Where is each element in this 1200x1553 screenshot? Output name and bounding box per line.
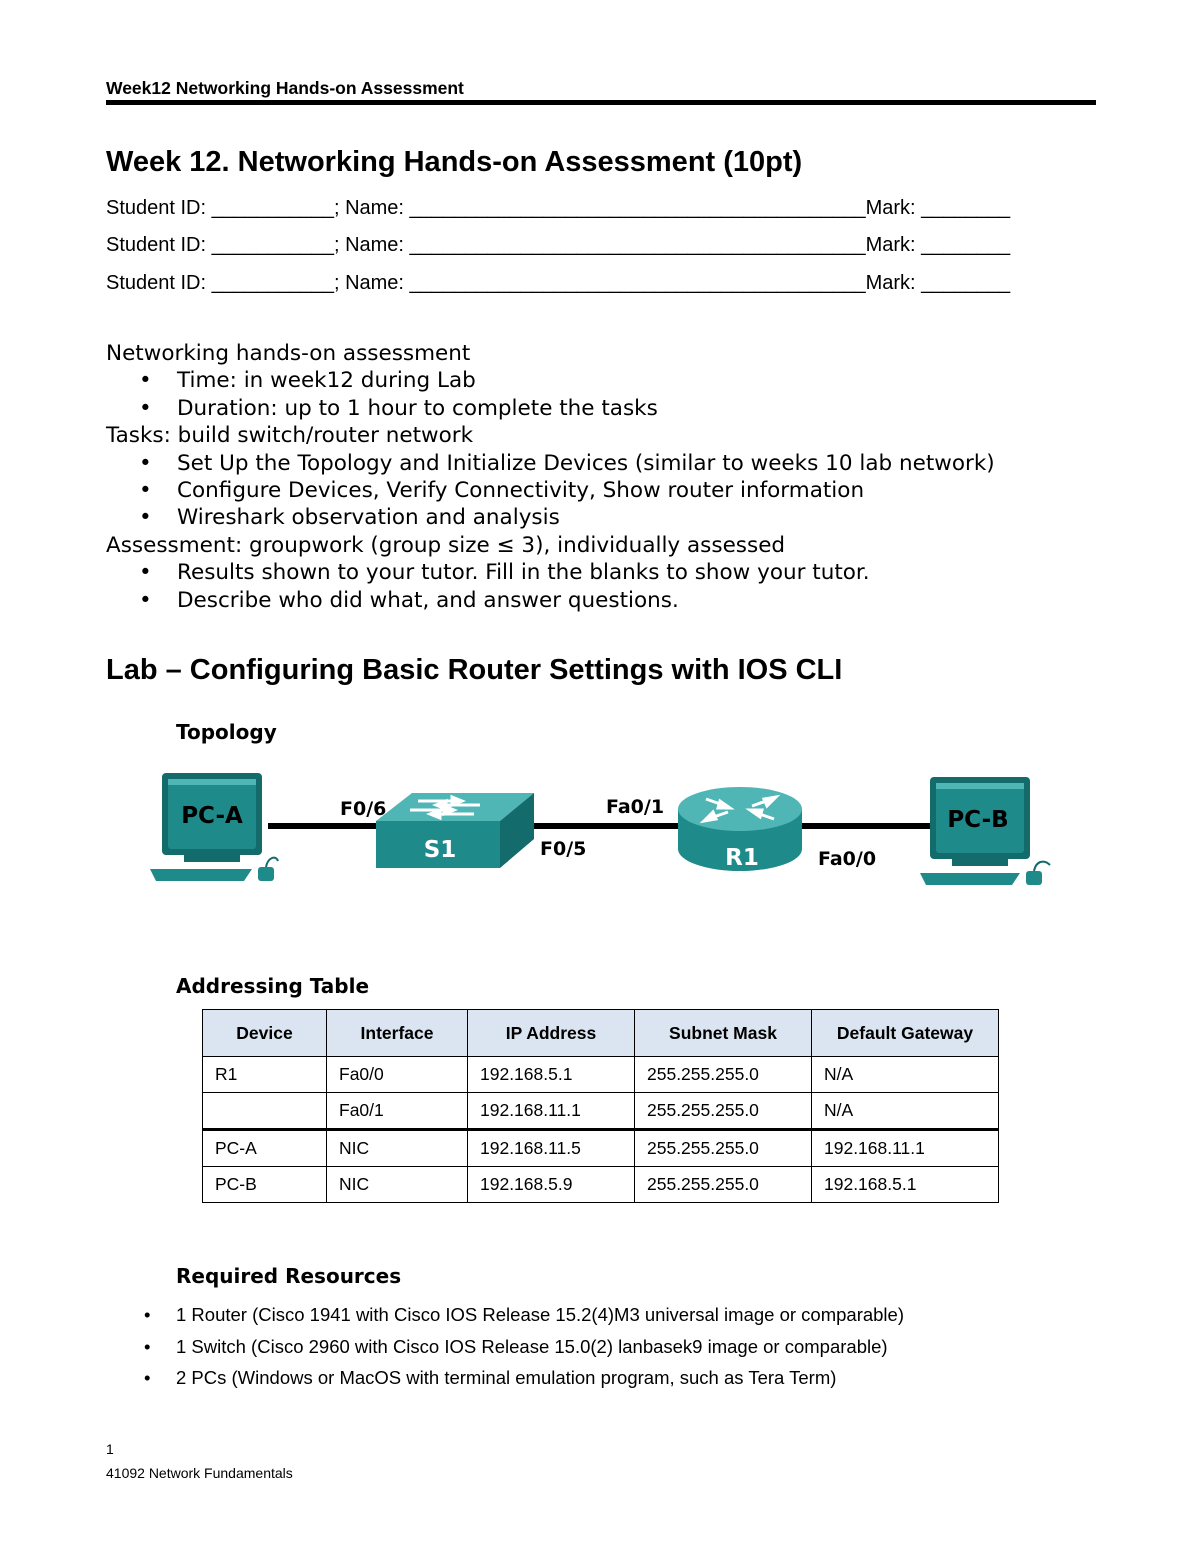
intro-bullet: • Wireshark observation and analysis — [106, 504, 995, 531]
intro-section — [106, 340, 995, 614]
table-cell: N/A — [812, 1057, 999, 1093]
topology-diagram — [140, 765, 1060, 890]
table-cell: N/A — [812, 1093, 999, 1130]
table-cell — [203, 1093, 327, 1130]
table-cell: R1 — [203, 1057, 327, 1093]
lab-title: Lab – Configuring Basic Router Settings with IOS CLI — [106, 654, 843, 686]
port-label-fa0-0: Fa0/0 — [818, 848, 877, 870]
table-row — [203, 1057, 999, 1093]
student-row-1[interactable]: Student ID: ___________; Name: _________________________________________Mark: ________ — [106, 197, 1011, 219]
column-header: Subnet Mask — [635, 1010, 812, 1057]
table-cell: NIC — [327, 1130, 468, 1167]
list-item: • 1 Router (Cisco 1941 with Cisco IOS Release 15.2(4)M3 universal image or comparable) — [144, 1299, 904, 1331]
table-cell: 192.168.11.1 — [468, 1093, 635, 1130]
topology-heading: Topology — [176, 720, 277, 744]
table-header-row — [203, 1010, 999, 1057]
table-cell: NIC — [327, 1167, 468, 1203]
router-r1-icon[interactable] — [678, 787, 802, 871]
intro-bullet: • Results shown to your tutor. Fill in the blanks to show your tutor. — [106, 559, 995, 586]
table-cell: 192.168.5.9 — [468, 1167, 635, 1203]
column-header: Default Gateway — [812, 1010, 999, 1057]
table-cell: 255.255.255.0 — [635, 1093, 812, 1130]
student-row-2[interactable]: Student ID: ___________; Name: _________________________________________Mark: ________ — [106, 234, 1011, 256]
table-cell: 255.255.255.0 — [635, 1130, 812, 1167]
table-row — [203, 1167, 999, 1203]
resources-heading: Required Resources — [176, 1264, 402, 1288]
table-cell: 255.255.255.0 — [635, 1057, 812, 1093]
intro-bullet: • Configure Devices, Verify Connectivity, Show router information — [106, 477, 995, 504]
port-label-f0-6: F0/6 — [340, 798, 387, 820]
table-cell: 192.168.5.1 — [468, 1057, 635, 1093]
table-row — [203, 1093, 999, 1130]
intro-bullet: • Set Up the Topology and Initialize Devices (similar to weeks 10 lab network) — [106, 450, 995, 477]
intro-bullet: • Describe who did what, and answer questions. — [106, 587, 995, 614]
header-divider — [106, 100, 1096, 105]
pc-a-icon[interactable] — [150, 773, 278, 881]
list-item: • 1 Switch (Cisco 2960 with Cisco IOS Release 15.0(2) lanbasek9 image or comparable) — [144, 1331, 904, 1363]
table-cell: 192.168.5.1 — [812, 1167, 999, 1203]
table-cell: 255.255.255.0 — [635, 1167, 812, 1203]
document-title: Week 12. Networking Hands-on Assessment (10pt) — [106, 146, 803, 178]
intro-heading-group: Assessment: groupwork (group size ≤ 3), individually assessed — [106, 532, 786, 558]
pc-b-icon[interactable] — [920, 777, 1050, 885]
list-item: • 2 PCs (Windows or MacOS with terminal emulation program, such as Tera Term) — [144, 1362, 904, 1394]
student-row-3[interactable]: Student ID: ___________; Name: _________________________________________Mark: ________ — [106, 272, 1011, 294]
port-label-f0-5: F0/5 — [540, 838, 587, 860]
table-cell: Fa0/1 — [327, 1093, 468, 1130]
intro-bullet: • Duration: up to 1 hour to complete the tasks — [106, 395, 995, 422]
table-cell: 192.168.11.1 — [812, 1130, 999, 1167]
footer-course: 41092 Network Fundamentals — [106, 1465, 293, 1481]
port-label-fa0-1: Fa0/1 — [606, 796, 665, 818]
column-header: Interface — [327, 1010, 468, 1057]
addressing-table — [202, 1009, 999, 1203]
intro-bullet: • Time: in week12 during Lab — [106, 367, 995, 394]
addressing-heading: Addressing Table — [176, 974, 370, 998]
column-header: Device — [203, 1010, 327, 1057]
table-row — [203, 1130, 999, 1167]
switch-s1-icon[interactable] — [376, 793, 534, 868]
page-number: 1 — [106, 1441, 114, 1457]
pc-a-label: PC-A — [181, 803, 243, 829]
table-cell: 192.168.11.5 — [468, 1130, 635, 1167]
switch-s1-label: S1 — [423, 837, 457, 863]
resources-list — [144, 1299, 904, 1394]
table-cell: PC-A — [203, 1130, 327, 1167]
intro-heading-tasks: Tasks: build switch/router network — [106, 423, 474, 449]
running-header: Week12 Networking Hands-on Assessment — [106, 78, 464, 98]
pc-b-label: PC-B — [947, 807, 1009, 833]
table-cell: Fa0/0 — [327, 1057, 468, 1093]
table-cell: PC-B — [203, 1167, 327, 1203]
column-header: IP Address — [468, 1010, 635, 1057]
router-r1-label: R1 — [725, 845, 759, 871]
intro-heading-assessment: Networking hands-on assessment — [106, 341, 471, 366]
